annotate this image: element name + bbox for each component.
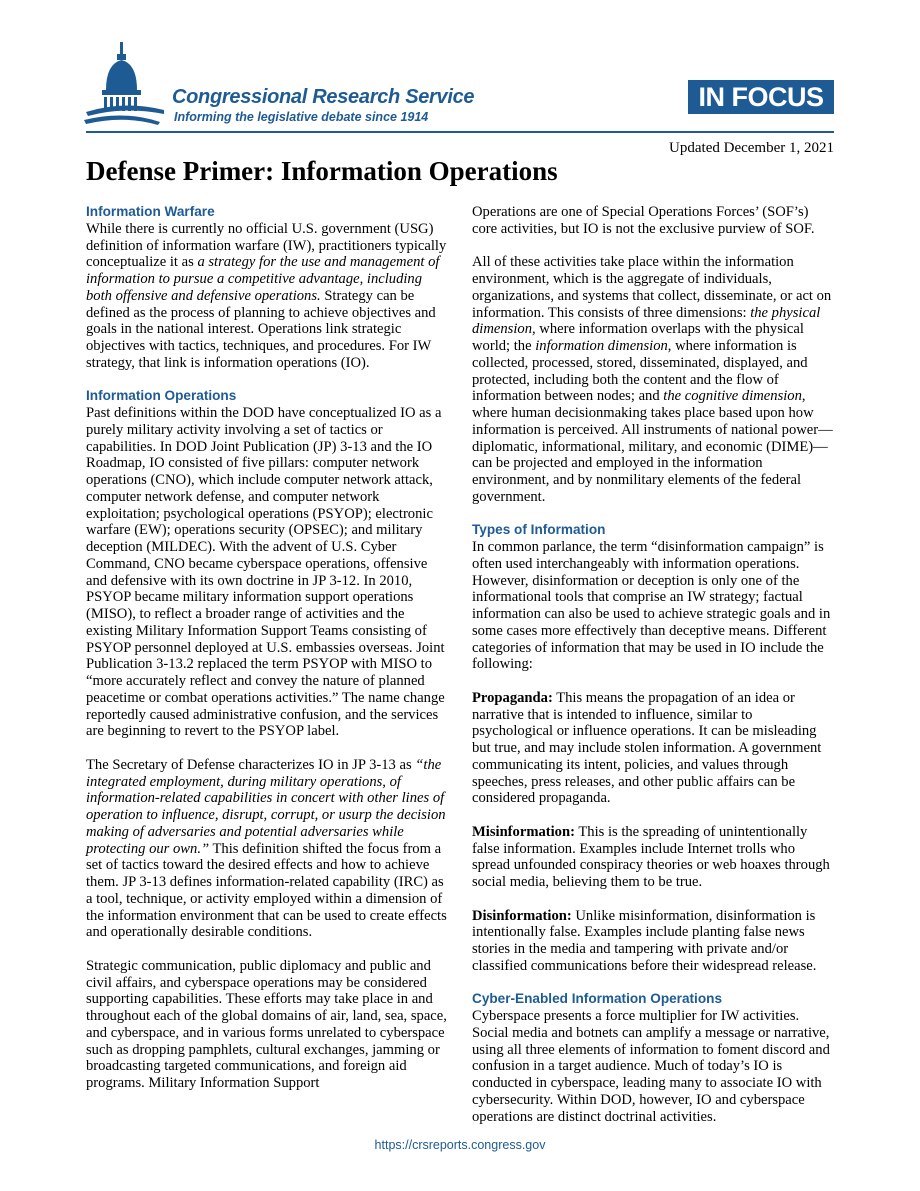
heading-cyber-enabled-io: Cyber-Enabled Information Operations	[472, 991, 723, 1007]
paragraph-sof-continued: Operations are one of Special Operations Forces’ (SOF’s) core activities, but IO is not the exclusive purview of SOF.	[472, 204, 815, 237]
paragraph-types: In common parlance, the term “disinformation campaign” is often used interchangeably with information operations. However, disinformation or deception is only one of the informational tools that comprise an IW strategy; factual information can also be used to achieve strategic goals and in some cases more effectively than deceptive means. Different categories of information that may be used in IO include the following:	[472, 539, 831, 673]
in-focus-badge: IN FOCUS	[688, 80, 834, 114]
paragraph-io-definition: The Secretary of Defense characterizes IO in JP 3-13 as “the integrated employment, during military operations, of information-related capabilities in concert with other lines of operation to influence, disrupt, corrupt, or usurp the decision making of adversaries and potential adversaries while protecting our own.” This definition shifted the focus from a set of tactics toward the desired effects and how to achieve them. JP 3-13 defines information-related capability (IRC) as a tool, technique, or activity employed within a dimension of the information environment that can be used to create effects and operationally desirable conditions.	[86, 756, 447, 941]
right-column	[472, 204, 834, 1142]
paragraph-propaganda: Propaganda: This means the propagation of an idea or narrative that is intended to influence, similar to psychological or influence operations. It can be misleading but true, and may include stolen information. A government communicating its intent, policies, and values through speeches, press releases, and other public affairs can be considered propaganda.	[472, 689, 822, 807]
left-column	[86, 204, 448, 1109]
page-header	[0, 0, 920, 156]
footer-url-link[interactable]: https://crsreports.congress.gov	[374, 1138, 546, 1152]
page-title: Defense Primer: Information Operations	[86, 156, 558, 186]
updated-date: Updated December 1, 2021	[669, 140, 834, 156]
heading-information-warfare: Information Warfare	[86, 204, 215, 219]
capitol-dome-logo-icon	[84, 40, 166, 130]
paragraph-disinformation: Disinformation: Unlike misinformation, disinformation is intentionally false. Examples include planting false news stories in the media and tampering with private and/or classified communications before their widespread release.	[472, 907, 817, 974]
heading-types-of-information: Types of Information	[472, 522, 606, 538]
org-tagline: Informing the legislative debate since 1914	[174, 110, 429, 124]
paragraph-supporting-capabilities: Strategic communication, public diplomacy and public and civil affairs, and cyberspace operations may be considered supporting capabilities. These efforts may take place in and throughout each of the global domains of air, land, sea, space, and cyberspace, and in various forms unrelated to cyberspace such as dropping pamphlets, cultural exchanges, jamming or broadcasting targeted communications, and foreign aid programs. Military Information Support	[86, 957, 447, 1091]
paragraph-iw: While there is currently no official U.S. government (USG) definition of information warfare (IW), practitioners typically conceptualize it as a strategy for the use and management of information to pursue a competitive advantage, including both offensive and defensive operations. Strategy can be defined as the process of planning to achieve objectives and goals in the national interest. Operations link strategic objectives with tactics, techniques, and procedures. For IW strategy, that link is information operations (IO).	[86, 220, 447, 371]
paragraph-dimensions: All of these activities take place within the information environment, which is the aggregate of individuals, organizations, and systems that collect, disseminate, or act on information. This consists of three dimensions: the physical dimension, where information overlaps with the physical world; the information dimension, where information is collected, processed, stored, disseminated, displayed, and protected, including both the content and the flow of information between nodes; and the cognitive dimension, where human decisionmaking takes place based upon how information is perceived. All instruments of national power—diplomatic, informational, military, and economic (DIME)—can be projected and employed in the information environment, and by nonmilitary elements of the federal government.	[472, 254, 833, 505]
paragraph-misinformation: Misinformation: This is the spreading of unintentionally false information. Examples include Internet trolls who spread unfounded conspiracy theories or web hoaxes through social media, believing them to be true.	[472, 823, 830, 890]
paragraph-cyber: Cyberspace presents a force multiplier for IW activities. Social media and botnets can amplify a message or narrative, using all three elements of information to foment discord and confusion in a target audience. Much of today’s IO is conducted in cyberspace, leading many to associate IO with cybersecurity. Within DOD, however, IO and cyberspace operations are distinct doctrinal activities.	[472, 1008, 830, 1125]
paragraph-io-history: Past definitions within the DOD have conceptualized IO as a purely military activity involving a set of tactics or capabilities. In DOD Joint Publication (JP) 3-13 and the IO Roadmap, IO consisted of five pillars: computer network operations (CNO), which include computer network attack, computer network defense, and computer network exploitation; psychological operations (PSYOP); electronic warfare (EW); operations security (OPSEC); and military deception (MILDEC). With the advent of U.S. Cyber Command, CNO became cyberspace operations, offensive and defensive with its own doctrine in JP 3-12. In 2010, PSYOP became military information support operations (MISO), to reflect a broader range of activities and the existing Military Information Support Teams consisting of PSYOP personnel deployed at U.S. embassies overseas. Joint Publication 3-13.2 replaced the term PSYOP with MISO to “more accurately reflect and convey the nature of planned peacetime or combat operations activities.” The name change reportedly caused administrative confusion, and the services are beginning to revert to the PSYOP label.	[86, 405, 445, 740]
heading-information-operations: Information Operations	[86, 388, 237, 404]
header-divider	[86, 131, 834, 133]
org-name: Congressional Research Service	[172, 86, 475, 108]
